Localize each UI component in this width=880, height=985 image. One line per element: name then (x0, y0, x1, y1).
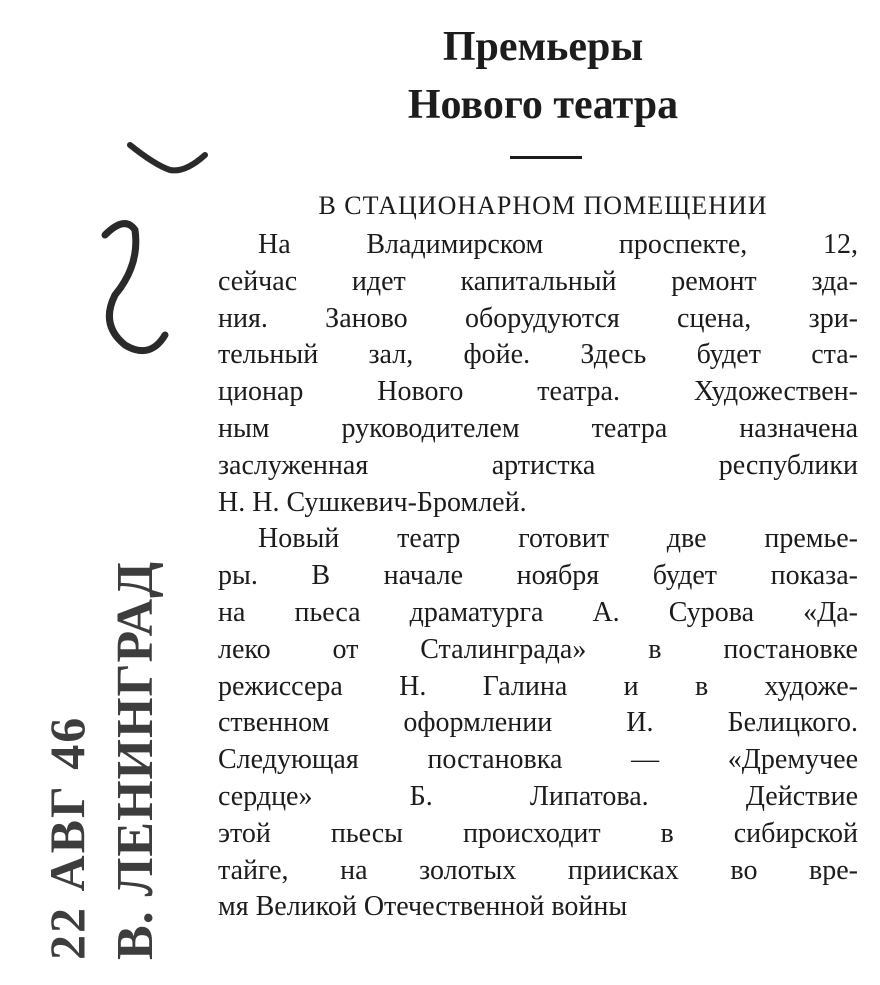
text-line: ным руководителем театра назначена (218, 412, 858, 444)
text-line: на пьеса драматурга А. Сурова «Да- (218, 596, 858, 628)
article-headline (218, 18, 858, 134)
text-line: режиссера Н. Галина и в художе- (218, 670, 858, 702)
headline-rule (510, 156, 582, 159)
paragraph-2 (218, 521, 858, 926)
headline-line-2: Нового театра (407, 82, 679, 128)
text-line: этой пьесы происходит в сибирской (218, 817, 858, 849)
text-line: леко от Сталинграда» в постановке (218, 633, 858, 665)
handwritten-check-mark (95, 135, 215, 365)
text-line: тайге, на золотых приисках во вре- (218, 854, 858, 886)
text-line: ственном оформлении И. Белицкого. (218, 707, 858, 739)
article-subheading: В СТАЦИОНАРНОМ ПОМЕЩЕНИИ (318, 191, 768, 220)
archive-stamp (38, 330, 188, 965)
headline-line-1: Премьеры (442, 24, 644, 70)
text-line: тельный зал, фойе. Здесь будет ста- (218, 339, 858, 371)
text-line: ния. Заново оборудуются сцена, зри- (218, 302, 858, 334)
text-line: Следующая постановка — «Дремучее (218, 744, 858, 776)
paragraph-1 (218, 227, 858, 521)
text-line: заслуженная артистка республики (218, 449, 858, 481)
text-line: ционар Нового театра. Художествен- (218, 376, 858, 408)
text-line: Новый театр готовит две премье- (258, 523, 858, 555)
article (218, 18, 858, 926)
text-line: сейчас идет капитальный ремонт зда- (218, 265, 858, 297)
stamp-city: В. ЛЕНИНГРАД (107, 561, 164, 960)
text-line: ры. В начале ноября будет показа- (218, 560, 858, 592)
text-line: мя Великой Отечественной войны (218, 891, 628, 923)
text-line: Н. Н. Сушкевич-Бромлей. (218, 486, 527, 518)
stamp-date: 22 АВГ 46 (39, 715, 95, 960)
text-line: сердце» Б. Липатова. Действие (218, 780, 858, 812)
text-line: На Владимирском проспекте, 12, (258, 229, 858, 260)
